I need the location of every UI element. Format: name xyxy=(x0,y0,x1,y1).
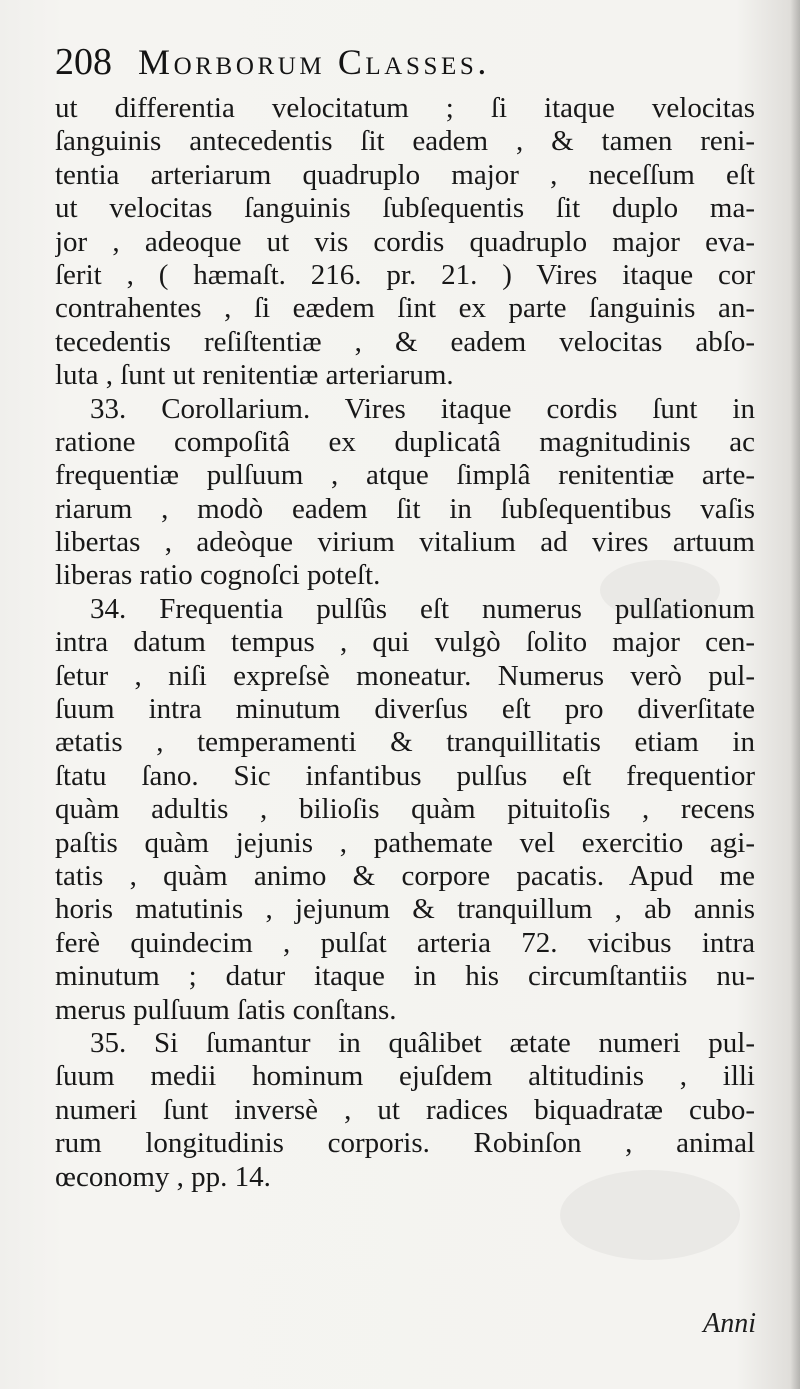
text-line: ætatis , temperamenti & tranquillitatis etiam in xyxy=(55,726,755,759)
text-line: riarum , modò eadem ſit in ſubſequentibus vaſis xyxy=(55,492,755,525)
catchword: Anni xyxy=(703,1308,756,1339)
text-line: ratione compoſitâ ex duplicatâ magnitudinis ac xyxy=(55,425,755,458)
text-line: luta , ſunt ut renitentiæ arteriarum. xyxy=(55,359,454,392)
text-line: contrahentes , ſi eædem ſint ex parte ſanguinis an- xyxy=(55,292,755,325)
text-line: merus pulſuum ſatis conſtans. xyxy=(55,993,397,1026)
text-line: paſtis quàm jejunis , pathemate vel exercitio agi- xyxy=(55,826,755,859)
text-line: tatis , quàm animo & corpore pacatis. Apud me xyxy=(55,859,755,892)
text-line: rum longitudinis corporis. Robinſon , animal xyxy=(55,1127,755,1160)
text-line: tentia arteriarum quadruplo major , neceſſum eſt xyxy=(55,158,755,191)
text-line: quàm adultis , bilioſis quàm pituitoſis , recens xyxy=(55,793,755,826)
text-line: œconomy , pp. 14. xyxy=(55,1160,271,1193)
text-line: minutum ; datur itaque in his circumſtantiis nu- xyxy=(55,960,755,993)
text-line: tecedentis reſiſtentiæ , & eadem velocitas abſo- xyxy=(55,325,755,358)
text-line: ſuum medii hominum ejuſdem altitudinis , illi xyxy=(55,1060,755,1093)
text-line: frequentiæ pulſuum , atque ſimplâ renitentiæ arte- xyxy=(55,459,755,492)
text-line: horis matutinis , jejunum & tranquillum , ab annis xyxy=(55,893,755,926)
text-line: numeri ſunt inversè , ut radices biquadratæ cubo- xyxy=(55,1093,755,1126)
text-line: jor , adeoque ut vis cordis quadruplo major eva- xyxy=(55,225,755,258)
text-line: libertas , adeòque virium vitalium ad vires artuum xyxy=(55,526,755,559)
page-edge-shadow xyxy=(790,0,800,1389)
text-line: ſerit , ( hæmaſt. 216. pr. 21. ) Vires itaque cor xyxy=(55,258,755,291)
text-line: liberas ratio cognoſci poteſt. xyxy=(55,559,381,592)
text-line: ſtatu ſano. Sic infantibus pulſus eſt frequentior xyxy=(55,759,755,792)
text-line: ferè quindecim , pulſat arteria 72. vicibus intra xyxy=(55,926,755,959)
text-line: ut velocitas ſanguinis ſubſequentis ſit duplo ma- xyxy=(55,192,755,225)
text-line: ut differentia velocitatum ; ſi itaque velocitas xyxy=(55,92,755,124)
body-text xyxy=(55,92,755,1312)
page-number: 208 xyxy=(55,41,112,83)
paragraph-33-start: 33. Corollarium. Vires itaque cordis ſunt in xyxy=(90,392,755,425)
text-line: intra datum tempus , qui vulgò ſolito major cen- xyxy=(55,626,755,659)
text-line: ſetur , niſi expreſsè moneatur. Numerus verò pul- xyxy=(55,659,755,692)
running-title: Morborum Classes. xyxy=(138,42,490,82)
text-line: ſanguinis antecedentis ſit eadem , & tamen reni- xyxy=(55,125,755,158)
text-line: ſuum intra minutum diverſus eſt pro diverſitate xyxy=(55,693,755,726)
paragraph-34-start: 34. Frequentia pulſûs eſt numerus pulſationum xyxy=(90,592,755,625)
page-header xyxy=(55,40,755,90)
paragraph-35-start: 35. Si ſumantur in quâlibet ætate numeri pul- xyxy=(90,1026,755,1059)
